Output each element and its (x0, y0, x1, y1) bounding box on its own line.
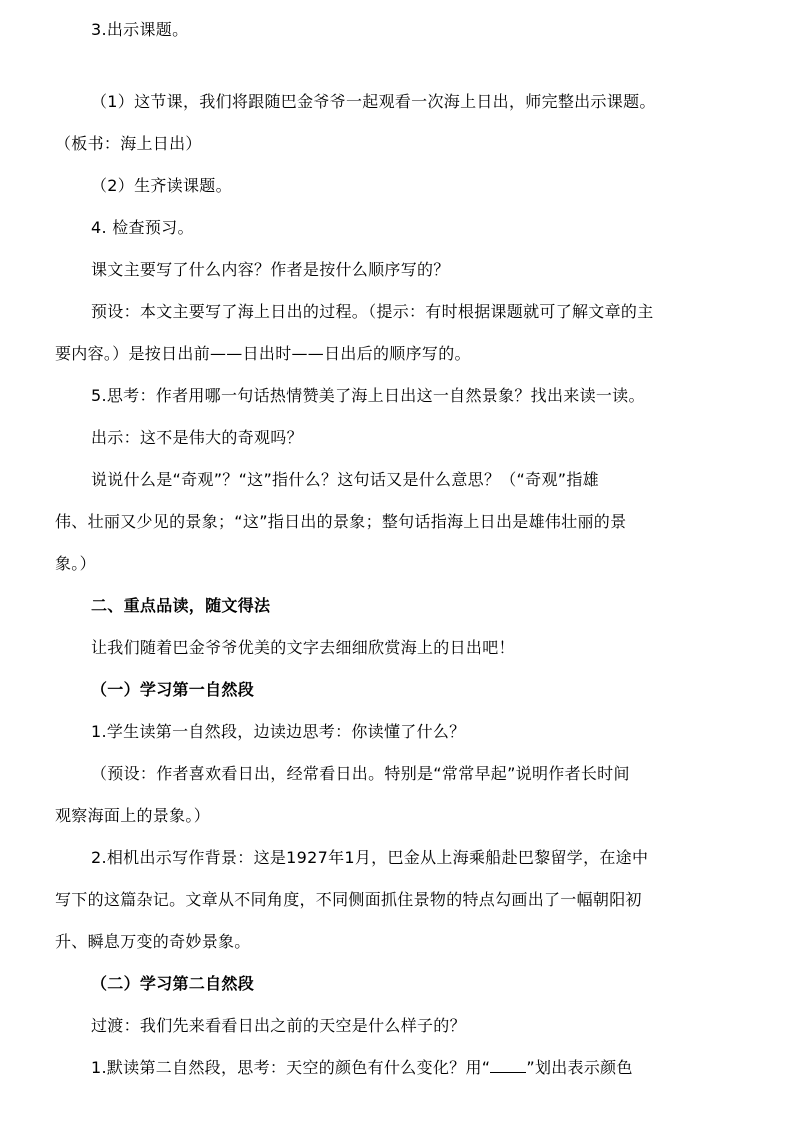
text-line: 1.学生读第一自然段，边读边思考：你读懂了什么？ (91, 722, 466, 741)
text-line: 写下的这篇杂记。文章从不同角度，不同侧面抓住景物的特点勾画出了一幅朝阳初 (55, 890, 642, 909)
text-line: 课文主要写了什么内容？作者是按什么顺序写的？ (91, 260, 450, 279)
text-line: 伟、壮丽又少见的景象；“这”指日出的景象；整句话指海上日出是雄伟壮丽的景 (55, 512, 627, 531)
fill-blank (490, 1058, 526, 1073)
text-segment: 1.默读第二自然段，思考：天空的颜色有什么变化？用“ (91, 1058, 491, 1077)
subsection-heading: （一）学习第一自然段 (91, 680, 255, 699)
text-line: 预设：本文主要写了海上日出的过程。（提示：有时根据课题就可了解文章的主 (91, 302, 654, 321)
text-line: （2）生齐读课题。 (91, 176, 232, 195)
text-line: （板书：海上日出） (55, 134, 202, 153)
text-line: （预设：作者喜欢看日出，经常看日出。特别是“常常早起”说明作者长时间 (91, 764, 630, 783)
text-line: 出示：这不是伟大的奇观吗？ (91, 428, 303, 447)
text-line: 象。） (55, 554, 96, 573)
text-line: 要内容。）是按日出前——日出时——日出后的顺序写的。 (55, 344, 471, 363)
text-segment: ”划出表示颜色 (526, 1058, 633, 1077)
text-line: 5.思考：作者用哪一句话热情赞美了海上日出这一自然景象？找出来读一读。 (91, 386, 645, 405)
text-line: 过渡：我们先来看看日出之前的天空是什么样子的？ (91, 1016, 466, 1035)
text-line: （1）这节课，我们将跟随巴金爷爷一起观看一次海上日出，师完整出示课题。 (91, 92, 656, 111)
section-heading: 二、重点品读，随文得法 (91, 596, 271, 615)
text-line: 让我们随着巴金爷爷优美的文字去细细欣赏海上的日出吧！ (91, 638, 515, 657)
text-line: 2.相机出示写作背景：这是1927年1月，巴金从上海乘船赴巴黎留学，在途中 (91, 848, 649, 867)
subsection-heading: （二）学习第二自然段 (91, 974, 255, 993)
text-line (91, 1058, 794, 1078)
text-line: 3.出示课题。 (91, 20, 189, 39)
text-line: 升、瞬息万变的奇妙景象。 (55, 932, 251, 951)
text-line: 4. 检查预习。 (91, 218, 194, 237)
text-line: 说说什么是“奇观”？“这”指什么？这句话又是什么意思？（“奇观”指雄 (91, 470, 599, 489)
text-line: 观察海面上的景象。） (55, 806, 211, 825)
